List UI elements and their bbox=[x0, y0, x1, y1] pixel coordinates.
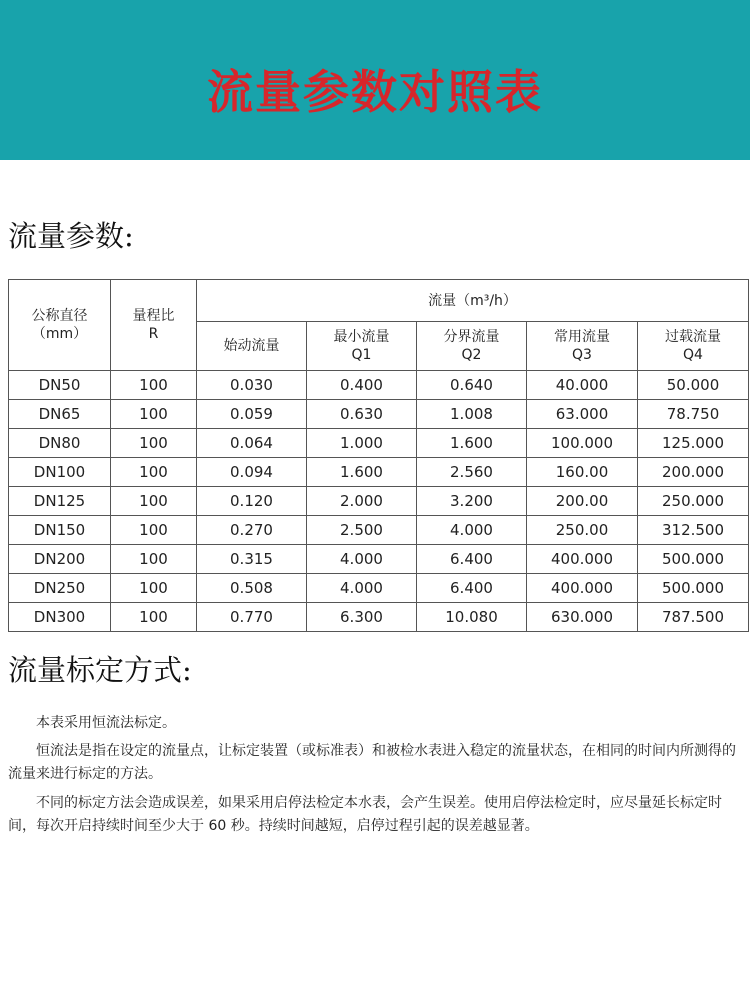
cell-nominal-diameter: DN50 bbox=[9, 371, 111, 400]
cell-q2: 1.600 bbox=[417, 429, 527, 458]
cell-q2: 10.080 bbox=[417, 603, 527, 632]
cell-q1: 0.630 bbox=[307, 400, 417, 429]
cell-q3: 250.00 bbox=[527, 516, 638, 545]
col-header-range-ratio: 量程比 R bbox=[111, 280, 197, 371]
cell-q2: 6.400 bbox=[417, 574, 527, 603]
calibration-paragraph-1: 本表采用恒流法标定。 bbox=[36, 715, 176, 731]
cell-q3: 200.00 bbox=[527, 487, 638, 516]
cell-range-ratio: 100 bbox=[111, 545, 197, 574]
cell-starting-flow: 0.094 bbox=[197, 458, 307, 487]
cell-q2: 0.640 bbox=[417, 371, 527, 400]
cell-nominal-diameter: DN100 bbox=[9, 458, 111, 487]
cell-q2: 3.200 bbox=[417, 487, 527, 516]
cell-nominal-diameter: DN125 bbox=[9, 487, 111, 516]
col-header-q3: 常用流量 Q3 bbox=[527, 322, 638, 371]
cell-q2: 4.000 bbox=[417, 516, 527, 545]
cell-q4: 78.750 bbox=[638, 400, 749, 429]
cell-q1: 0.400 bbox=[307, 371, 417, 400]
table-row bbox=[9, 516, 749, 545]
table-row bbox=[9, 458, 749, 487]
cell-starting-flow: 0.315 bbox=[197, 545, 307, 574]
table-row bbox=[9, 603, 749, 632]
calibration-paragraph-2: 恒流法是指在设定的流量点，让标定装置（或标准表）和被检水表进入稳定的流量状态，在相同的时间内所测得的流量来进行标定的方法。 bbox=[8, 743, 736, 782]
col-header-flow-group: 流量（m³/h） bbox=[197, 280, 749, 322]
cell-nominal-diameter: DN200 bbox=[9, 545, 111, 574]
table-header-row bbox=[9, 280, 749, 322]
cell-q4: 787.500 bbox=[638, 603, 749, 632]
calibration-method-heading: 流量标定方式: bbox=[8, 653, 192, 687]
cell-q4: 200.000 bbox=[638, 458, 749, 487]
calibration-paragraph-3: 不同的标定方法会造成误差，如果采用启停法检定本水表，会产生误差。使用启停法检定时，应尽量延长标定时间，每次开启持续时间至少大于 60 秒。持续时间越短，启停过程引起的误差越显著。 bbox=[8, 795, 722, 834]
cell-range-ratio: 100 bbox=[111, 458, 197, 487]
cell-q4: 250.000 bbox=[638, 487, 749, 516]
col-header-q2: 分界流量 Q2 bbox=[417, 322, 527, 371]
table-row bbox=[9, 400, 749, 429]
cell-q1: 1.600 bbox=[307, 458, 417, 487]
col-header-q4: 过载流量 Q4 bbox=[638, 322, 749, 371]
cell-q4: 50.000 bbox=[638, 371, 749, 400]
cell-q1: 2.500 bbox=[307, 516, 417, 545]
cell-q3: 63.000 bbox=[527, 400, 638, 429]
col-header-starting-flow: 始动流量 bbox=[197, 322, 307, 371]
title-banner bbox=[0, 0, 750, 160]
cell-range-ratio: 100 bbox=[111, 487, 197, 516]
cell-starting-flow: 0.120 bbox=[197, 487, 307, 516]
cell-starting-flow: 0.270 bbox=[197, 516, 307, 545]
cell-q1: 4.000 bbox=[307, 545, 417, 574]
cell-q3: 400.000 bbox=[527, 574, 638, 603]
page-title: 流量参数对照表 bbox=[207, 65, 543, 119]
cell-starting-flow: 0.770 bbox=[197, 603, 307, 632]
cell-starting-flow: 0.059 bbox=[197, 400, 307, 429]
col-header-q1: 最小流量 Q1 bbox=[307, 322, 417, 371]
cell-nominal-diameter: DN300 bbox=[9, 603, 111, 632]
cell-q4: 125.000 bbox=[638, 429, 749, 458]
cell-q2: 2.560 bbox=[417, 458, 527, 487]
cell-nominal-diameter: DN250 bbox=[9, 574, 111, 603]
cell-q3: 630.000 bbox=[527, 603, 638, 632]
cell-range-ratio: 100 bbox=[111, 574, 197, 603]
cell-nominal-diameter: DN80 bbox=[9, 429, 111, 458]
cell-range-ratio: 100 bbox=[111, 429, 197, 458]
cell-nominal-diameter: DN150 bbox=[9, 516, 111, 545]
col-header-nominal-diameter: 公称直径 （mm） bbox=[9, 280, 111, 371]
cell-q4: 312.500 bbox=[638, 516, 749, 545]
cell-q1: 2.000 bbox=[307, 487, 417, 516]
cell-q1: 1.000 bbox=[307, 429, 417, 458]
flow-parameters-table bbox=[8, 279, 749, 632]
cell-range-ratio: 100 bbox=[111, 400, 197, 429]
table-row bbox=[9, 487, 749, 516]
cell-starting-flow: 0.508 bbox=[197, 574, 307, 603]
flow-parameters-heading: 流量参数: bbox=[8, 219, 134, 253]
cell-nominal-diameter: DN65 bbox=[9, 400, 111, 429]
cell-range-ratio: 100 bbox=[111, 603, 197, 632]
table-row bbox=[9, 545, 749, 574]
cell-q3: 400.000 bbox=[527, 545, 638, 574]
table-row bbox=[9, 574, 749, 603]
cell-q2: 1.008 bbox=[417, 400, 527, 429]
cell-q1: 4.000 bbox=[307, 574, 417, 603]
cell-starting-flow: 0.030 bbox=[197, 371, 307, 400]
cell-range-ratio: 100 bbox=[111, 371, 197, 400]
table-row bbox=[9, 429, 749, 458]
cell-q3: 40.000 bbox=[527, 371, 638, 400]
cell-range-ratio: 100 bbox=[111, 516, 197, 545]
cell-q4: 500.000 bbox=[638, 574, 749, 603]
cell-q2: 6.400 bbox=[417, 545, 527, 574]
table-row bbox=[9, 371, 749, 400]
cell-starting-flow: 0.064 bbox=[197, 429, 307, 458]
cell-q3: 160.00 bbox=[527, 458, 638, 487]
cell-q3: 100.000 bbox=[527, 429, 638, 458]
cell-q1: 6.300 bbox=[307, 603, 417, 632]
cell-q4: 500.000 bbox=[638, 545, 749, 574]
